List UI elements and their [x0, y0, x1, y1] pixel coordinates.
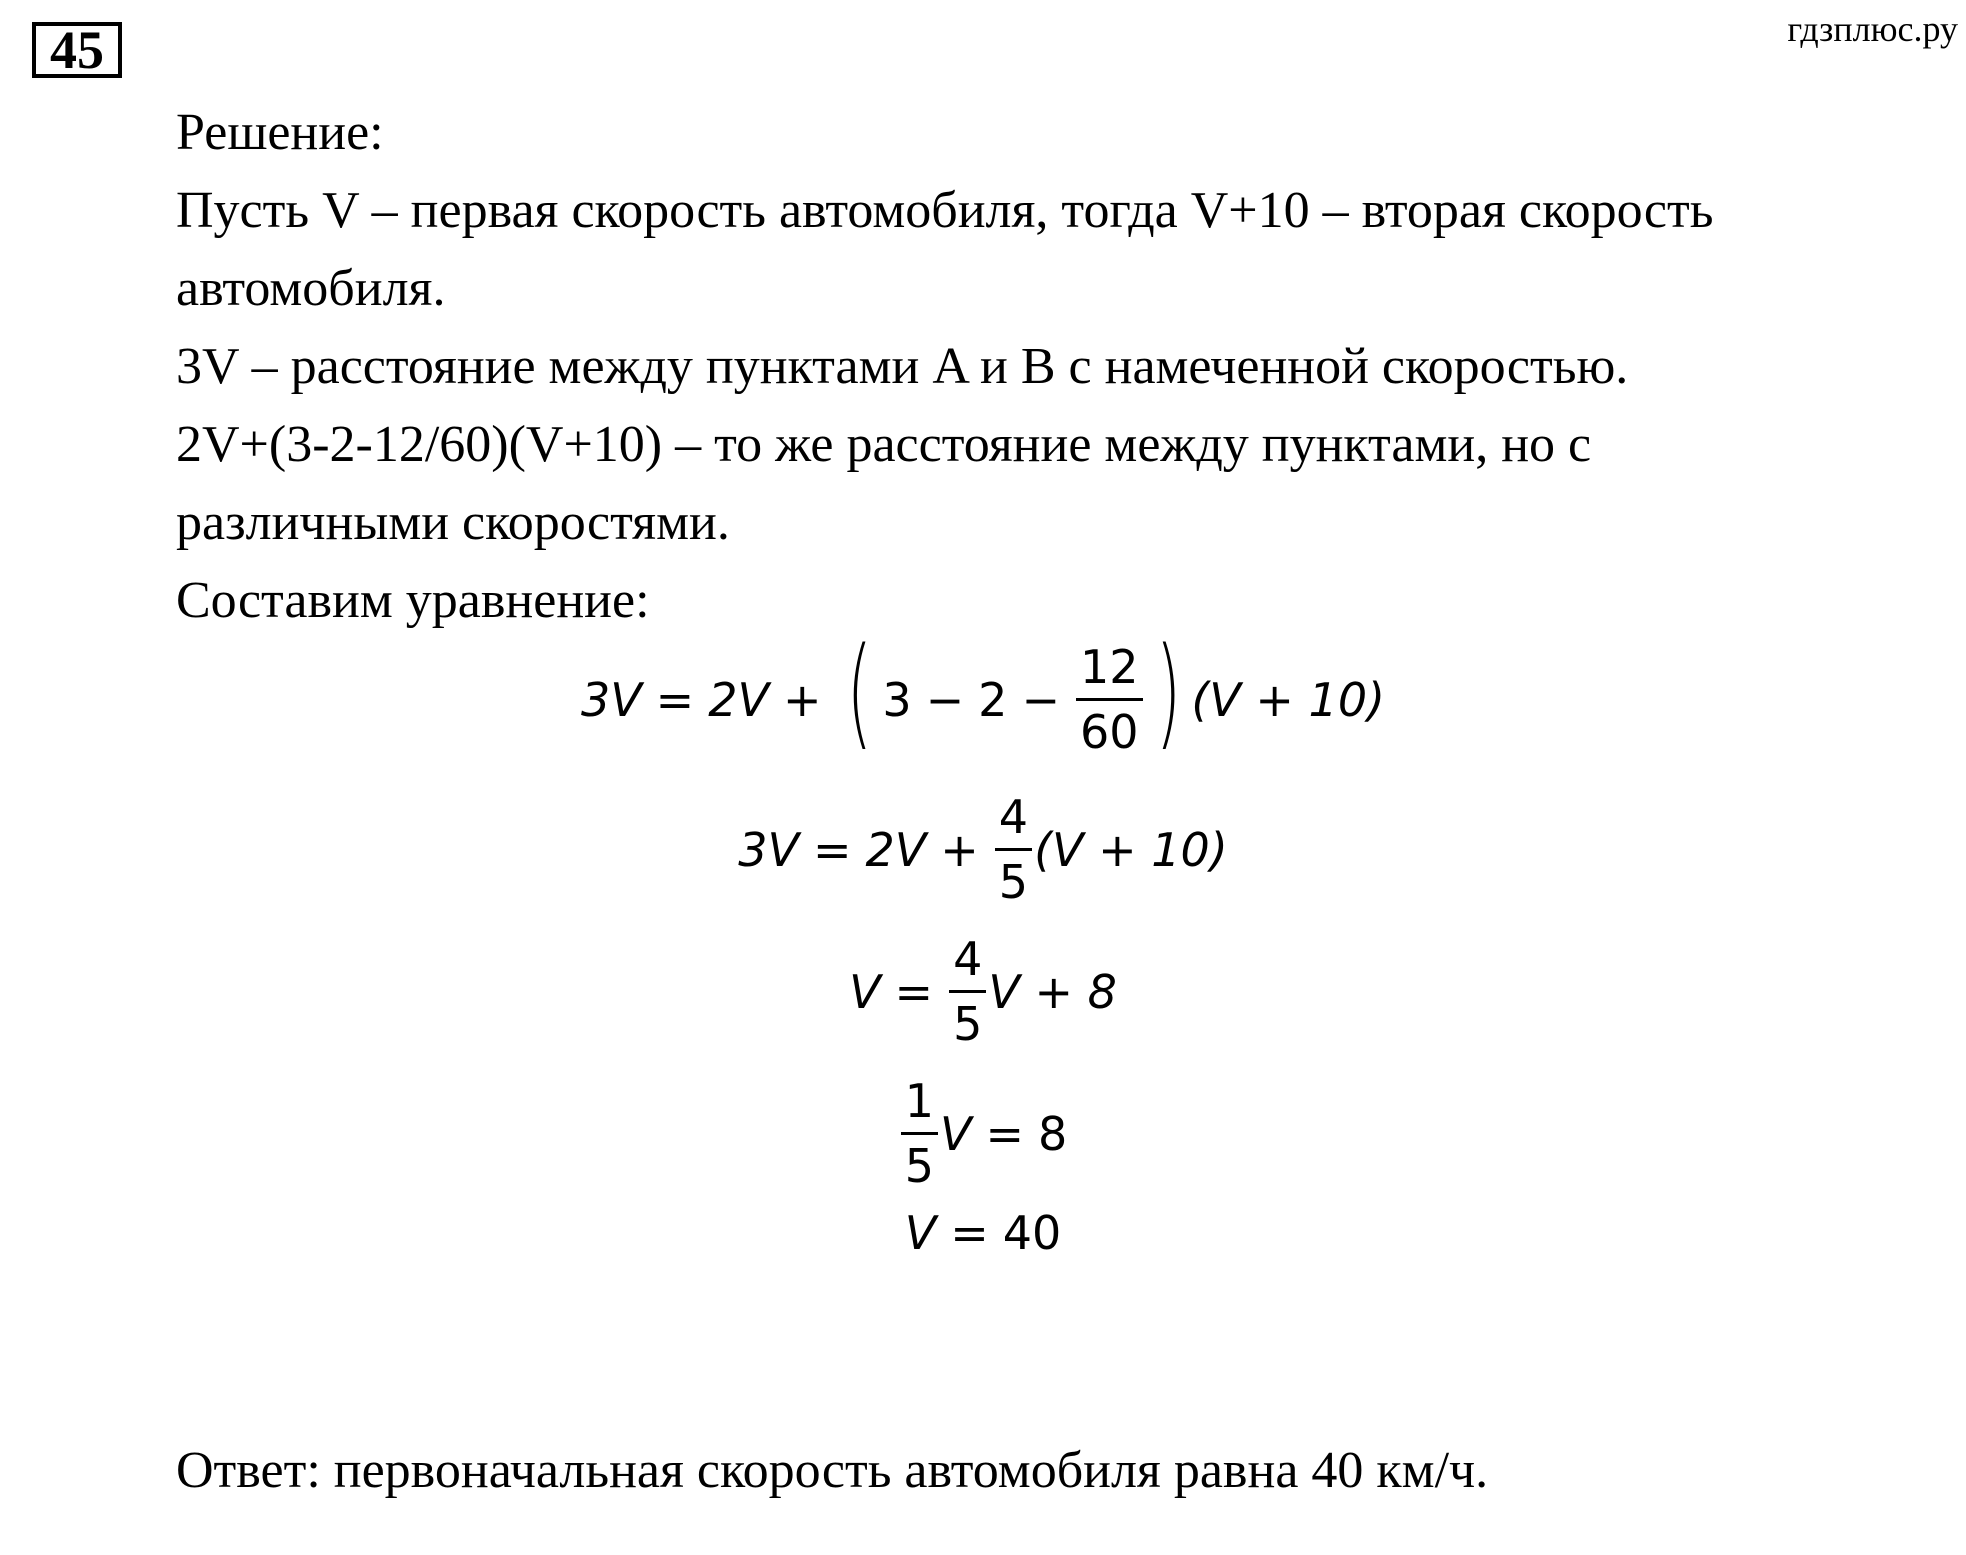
- eq5-rhs: 40: [1002, 1206, 1062, 1260]
- equation-3: [0, 928, 1966, 1055]
- fraction-numerator: 12: [1079, 640, 1139, 694]
- task-number-box: [32, 22, 122, 78]
- eq4-equals: =: [985, 1106, 1024, 1161]
- eq2-lhs: 3V: [738, 822, 799, 877]
- equation-4: [0, 1070, 1966, 1197]
- text-line: Пусть V – первая скорость автомобиля, тогда V+10 – вторая скорость: [176, 182, 1714, 239]
- eq3-equals: =: [894, 964, 934, 1019]
- eq2-term: 2V: [865, 822, 927, 877]
- eq1-left-paren: (: [846, 622, 872, 762]
- task-number: 45: [50, 20, 104, 80]
- fraction-numerator: 1: [904, 1074, 934, 1128]
- eq2-fraction: [995, 786, 1032, 913]
- solution-heading: Решение:: [176, 104, 384, 161]
- fraction-denominator: 60: [1079, 705, 1139, 759]
- equation-5: [0, 1206, 1966, 1260]
- eq2-equals: =: [812, 822, 852, 877]
- equation-2: [0, 786, 1966, 913]
- eq3-fraction: [949, 928, 986, 1055]
- eq1-minus: −: [1021, 672, 1060, 727]
- eq5-equals: =: [950, 1206, 989, 1260]
- eq2-tail: (V + 10): [1034, 822, 1228, 877]
- eq3-tail: V + 8: [988, 964, 1117, 1019]
- eq4-fraction: [901, 1070, 938, 1197]
- fraction-denominator: 5: [904, 1139, 934, 1193]
- eq3-lhs: V: [849, 964, 881, 1019]
- text-line: 2V+(3-2-12/60)(V+10) – то же расстояние между пунктами, но с: [176, 416, 1592, 473]
- eq1-plus: +: [782, 672, 822, 727]
- fraction-numerator: 4: [953, 932, 983, 986]
- eq1-lhs: 3V: [580, 672, 642, 727]
- equation-1: [0, 622, 1966, 763]
- eq1-minus: −: [925, 672, 965, 727]
- eq1-two: 2: [978, 672, 1008, 727]
- eq1-equals: =: [655, 672, 695, 727]
- eq1-right-paren: ): [1155, 622, 1181, 762]
- eq1-fraction: [1076, 636, 1143, 763]
- solution-text: [176, 94, 1936, 640]
- eq1-term: 2V: [708, 672, 769, 727]
- answer-text: Ответ: первоначальная скорость автомобиля равна 40 км/ч.: [176, 1442, 1489, 1499]
- fraction-numerator: 4: [998, 790, 1029, 844]
- watermark: гдзплюс.ру: [1787, 9, 1958, 49]
- text-line: 3V – расстояние между пунктами A и B с намеченной скоростью.: [176, 338, 1629, 395]
- eq2-plus: +: [940, 822, 979, 877]
- eq4-rhs: 8: [1038, 1106, 1068, 1161]
- eq1-three: 3: [882, 672, 912, 727]
- eq4-variable: V: [939, 1106, 972, 1161]
- fraction-denominator: 5: [953, 997, 983, 1051]
- fraction-denominator: 5: [998, 855, 1029, 909]
- text-line: Составим уравнение:: [176, 572, 650, 629]
- eq5-lhs: V: [904, 1206, 937, 1260]
- text-line: различными скоростями.: [176, 494, 730, 551]
- text-line: автомобиля.: [176, 260, 446, 317]
- eq1-tail: (V + 10): [1191, 672, 1386, 727]
